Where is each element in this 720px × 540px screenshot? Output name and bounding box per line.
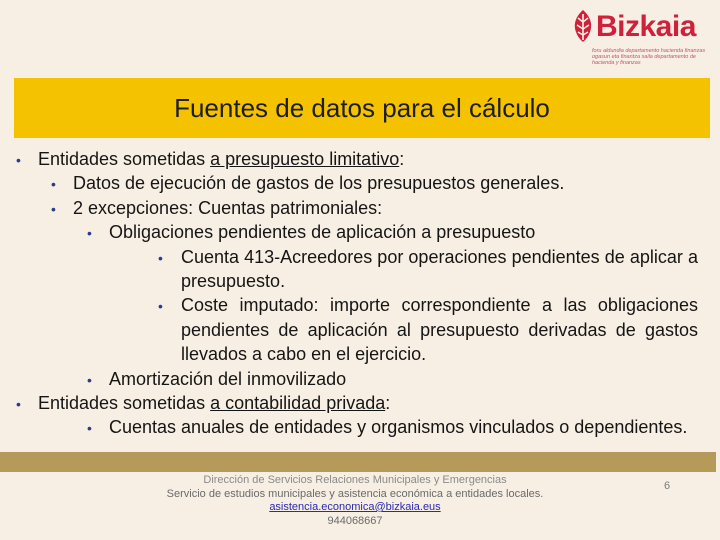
bullet-icon: • (51, 200, 56, 217)
list-item (16, 415, 698, 439)
bizkaia-leaf-icon (570, 8, 596, 44)
item-underlined-text: a presupuesto limitativo (210, 149, 400, 169)
item-text: Obligaciones pendientes de aplicación a presupuesto (109, 222, 536, 243)
bullet-icon: • (16, 396, 21, 413)
item-suffix: : (385, 393, 391, 414)
item-text: 2 excepciones: Cuentas patrimoniales: (73, 197, 383, 218)
item-text: Amortización del inmovilizado (109, 368, 347, 389)
item-suffix: : (399, 149, 405, 169)
list-item (16, 245, 698, 294)
footer (140, 474, 570, 528)
bullet-icon: • (158, 249, 163, 266)
list-item (16, 171, 698, 195)
logo-brand-text: Bizkaia (596, 10, 696, 43)
bullet-icon: • (51, 176, 56, 193)
item-underlined-text: a contabilidad privada (210, 393, 386, 414)
slide-title: Fuentes de datos para el cálculo (174, 92, 550, 123)
title-band (14, 78, 710, 138)
bullet-list (16, 147, 698, 440)
list-item (16, 391, 698, 415)
bullet-icon: • (16, 152, 21, 168)
item-text: Datos de ejecución de gastos de los presupuestos generales. (73, 173, 565, 194)
footer-email-link[interactable]: asistencia.economica@bizkaia.eus (269, 501, 441, 513)
list-item (16, 293, 698, 366)
list-item (16, 220, 698, 244)
list-item (16, 196, 698, 220)
bizkaia-logo (570, 6, 710, 78)
item-text: Coste imputado: importe correspondiente a las obligaciones pendientes de aplicación al presupuesto derivadas de gastos llevados a cabo en el ejercicio. (181, 295, 698, 365)
item-text: Cuentas anuales de entidades y organismos vinculados o dependientes. (109, 417, 688, 438)
list-item (16, 147, 698, 171)
footer-department: Dirección de Servicios Relaciones Municipales y Emergencias (203, 474, 507, 486)
logo-department-text: foru aldundia departamento hacienda finanzas ogasun eta finantza saila departamento de hacienda y finanzas (592, 48, 706, 67)
footer-phone: 944068667 (327, 514, 383, 527)
bullet-icon: • (87, 225, 92, 242)
list-item (16, 367, 698, 391)
bullet-icon: • (158, 298, 163, 315)
bullet-icon: • (87, 371, 92, 388)
bullet-icon: • (87, 420, 92, 437)
footer-band (0, 452, 716, 472)
item-prefix: Entidades sometidas (38, 149, 211, 169)
footer-service: Servicio de estudios municipales y asistencia económica a entidades locales. (166, 487, 544, 500)
item-prefix: Entidades sometidas (38, 393, 211, 414)
item-text: Cuenta 413-Acreedores por operaciones pendientes de aplicar a presupuesto. (181, 246, 698, 292)
page-number: 6 (664, 480, 671, 492)
